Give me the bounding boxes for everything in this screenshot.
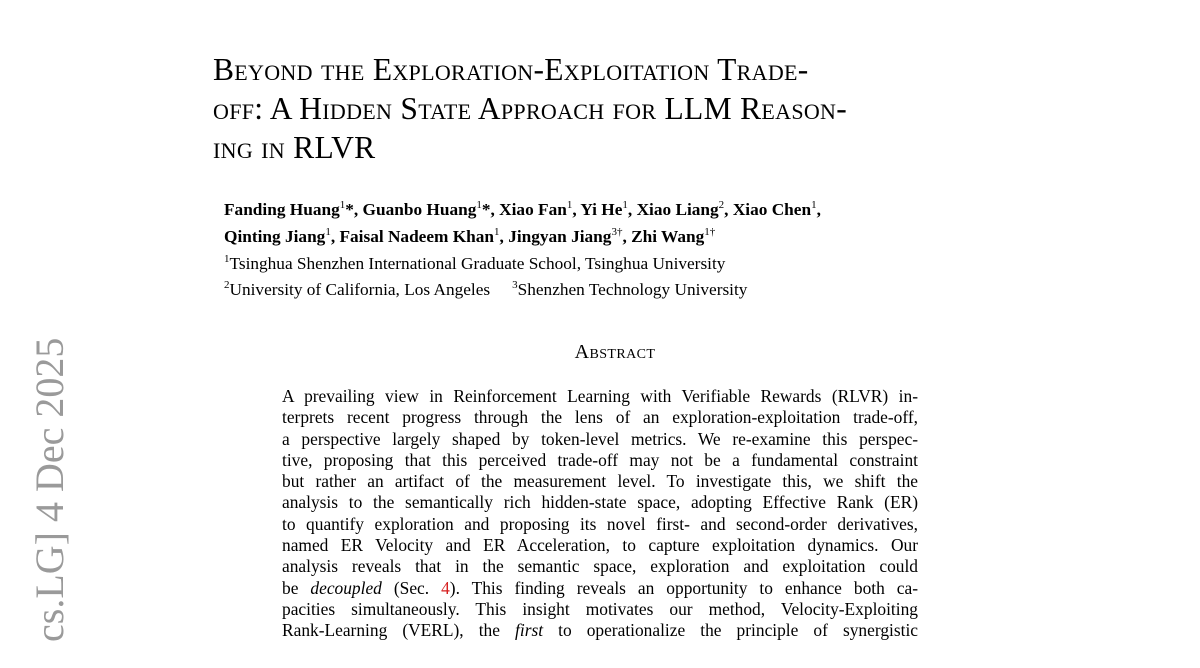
affiliation-text: University of California, Los Angeles bbox=[229, 280, 491, 300]
author-name: Xiao Fan bbox=[499, 199, 567, 219]
affiliation-line bbox=[224, 274, 984, 301]
abstract-line bbox=[282, 620, 918, 641]
abstract-text: to operationalize the principle of synergistic bbox=[543, 620, 918, 641]
abstract-line bbox=[282, 514, 918, 535]
affiliation-marker: 1 bbox=[224, 252, 230, 265]
author-affiliation-marker: 1 bbox=[325, 225, 331, 238]
abstract-line bbox=[282, 450, 918, 471]
author-affiliation-marker: 1 bbox=[494, 225, 500, 238]
author-line: Qinting Jiang$^1$, Faisal Nadeem Khan$^1$, Jingyan Jiang$^{3\dagger}$, Zhi Wang$^{1\dagger}$ bbox=[224, 225, 716, 246]
abstract-text: Rank-Learning (VERL), the bbox=[282, 620, 516, 641]
author-name: Xiao Chen bbox=[732, 199, 812, 219]
abstract-text: analysis to the semantically rich hidden-state space, adopting Effective Rank (ER) bbox=[282, 492, 918, 513]
abstract-line bbox=[282, 535, 918, 556]
author-affiliation-marker: 1 bbox=[811, 199, 817, 211]
author-name: Qinting Jiang bbox=[224, 226, 326, 246]
abstract-line bbox=[282, 407, 918, 428]
author-affiliation-marker: 1† bbox=[704, 225, 716, 238]
abstract-line bbox=[282, 599, 918, 620]
affiliation-marker: 2 bbox=[224, 279, 230, 292]
abstract-body bbox=[282, 386, 918, 642]
author-affiliation-marker: 3† bbox=[611, 225, 623, 238]
section-reference-link[interactable]: 4 bbox=[441, 577, 450, 598]
emphasized-text: decoupled bbox=[310, 577, 382, 598]
emphasized-text: first bbox=[515, 620, 544, 641]
author-name: Yi He bbox=[580, 199, 623, 219]
abstract-line bbox=[282, 578, 918, 599]
author-affiliation-marker: 1 bbox=[476, 199, 482, 211]
author-name: Guanbo Huang bbox=[362, 199, 477, 219]
title-line: off: A Hidden State Approach for LLM Reason- bbox=[213, 91, 848, 126]
author-name: Faisal Nadeem Khan bbox=[339, 226, 495, 246]
abstract-line bbox=[282, 386, 918, 407]
abstract-text: A prevailing view in Reinforcement Learning with Verifiable Rewards (RLVR) in- bbox=[282, 386, 918, 406]
abstract-text: pacities simultaneously. This insight motivates our method, Velocity-Exploiting bbox=[282, 598, 918, 619]
paper-title bbox=[213, 50, 1003, 167]
author-name: Zhi Wang bbox=[631, 226, 705, 246]
author-line: Fanding Huang$^1$*, Guanbo Huang$^1$*, Xiao Fan$^1$, Yi He$^1$, Xiao Liang$^2$, Xiao Chen$^1$, bbox=[224, 199, 821, 219]
author-affiliation-marker: 2 bbox=[718, 199, 725, 211]
title-line: ing in RLVR bbox=[213, 130, 376, 165]
abstract-text: a perspective largely shaped by token-level metrics. We re-examine this perspec- bbox=[282, 428, 918, 449]
author-name: Xiao Liang bbox=[636, 199, 719, 219]
author-affiliation-marker: 1 bbox=[622, 199, 628, 211]
affiliation-text: Tsinghua Shenzhen International Graduate School, Tsinghua University bbox=[229, 253, 726, 273]
affiliation-text: Shenzhen Technology University bbox=[517, 280, 748, 300]
abstract-text: ). This finding reveals an opportunity to enhance both ca- bbox=[449, 577, 918, 598]
author-affiliation-marker: 1 bbox=[339, 199, 346, 211]
abstract-text: named ER Velocity and ER Acceleration, to capture exploitation dynamics. Our bbox=[282, 535, 918, 556]
author-name: Jingyan Jiang bbox=[508, 226, 612, 246]
author-name: Fanding Huang bbox=[224, 199, 340, 219]
abstract-line bbox=[282, 429, 918, 450]
abstract-text: be bbox=[282, 577, 311, 598]
abstract-text: to quantify exploration and proposing its novel first- and second-order derivatives, bbox=[282, 513, 918, 534]
abstract-heading-text: Abstract bbox=[574, 341, 656, 363]
author-affiliation-marker: 1 bbox=[566, 199, 573, 211]
equal-contribution-mark: * bbox=[345, 199, 354, 219]
title-line: Beyond the Exploration-Exploitation Trade- bbox=[213, 52, 809, 87]
equal-contribution-mark: * bbox=[481, 199, 491, 219]
abstract-text: but rather an artifact of the measurement level. To investigate this, we shift the bbox=[282, 471, 918, 492]
affiliation-line bbox=[224, 248, 984, 275]
affiliation-marker: 3 bbox=[512, 279, 518, 292]
abstract-text: tive, proposing that this perceived trade-off may not be a fundamental constraint bbox=[282, 449, 918, 470]
arxiv-side-stamp: cs.LG] 4 Dec 2025 bbox=[27, 338, 72, 643]
abstract-line bbox=[282, 471, 918, 492]
abstract-text: terprets recent progress through the lens of an exploration-exploitation trade-off, bbox=[282, 407, 918, 428]
abstract-text: analysis reveals that in the semantic space, exploration and exploitation could bbox=[282, 556, 918, 577]
abstract-heading bbox=[0, 340, 1200, 364]
abstract-line bbox=[282, 492, 918, 513]
abstract-text: (Sec. bbox=[381, 577, 442, 598]
abstract-line bbox=[282, 556, 918, 577]
author-block bbox=[224, 194, 984, 301]
